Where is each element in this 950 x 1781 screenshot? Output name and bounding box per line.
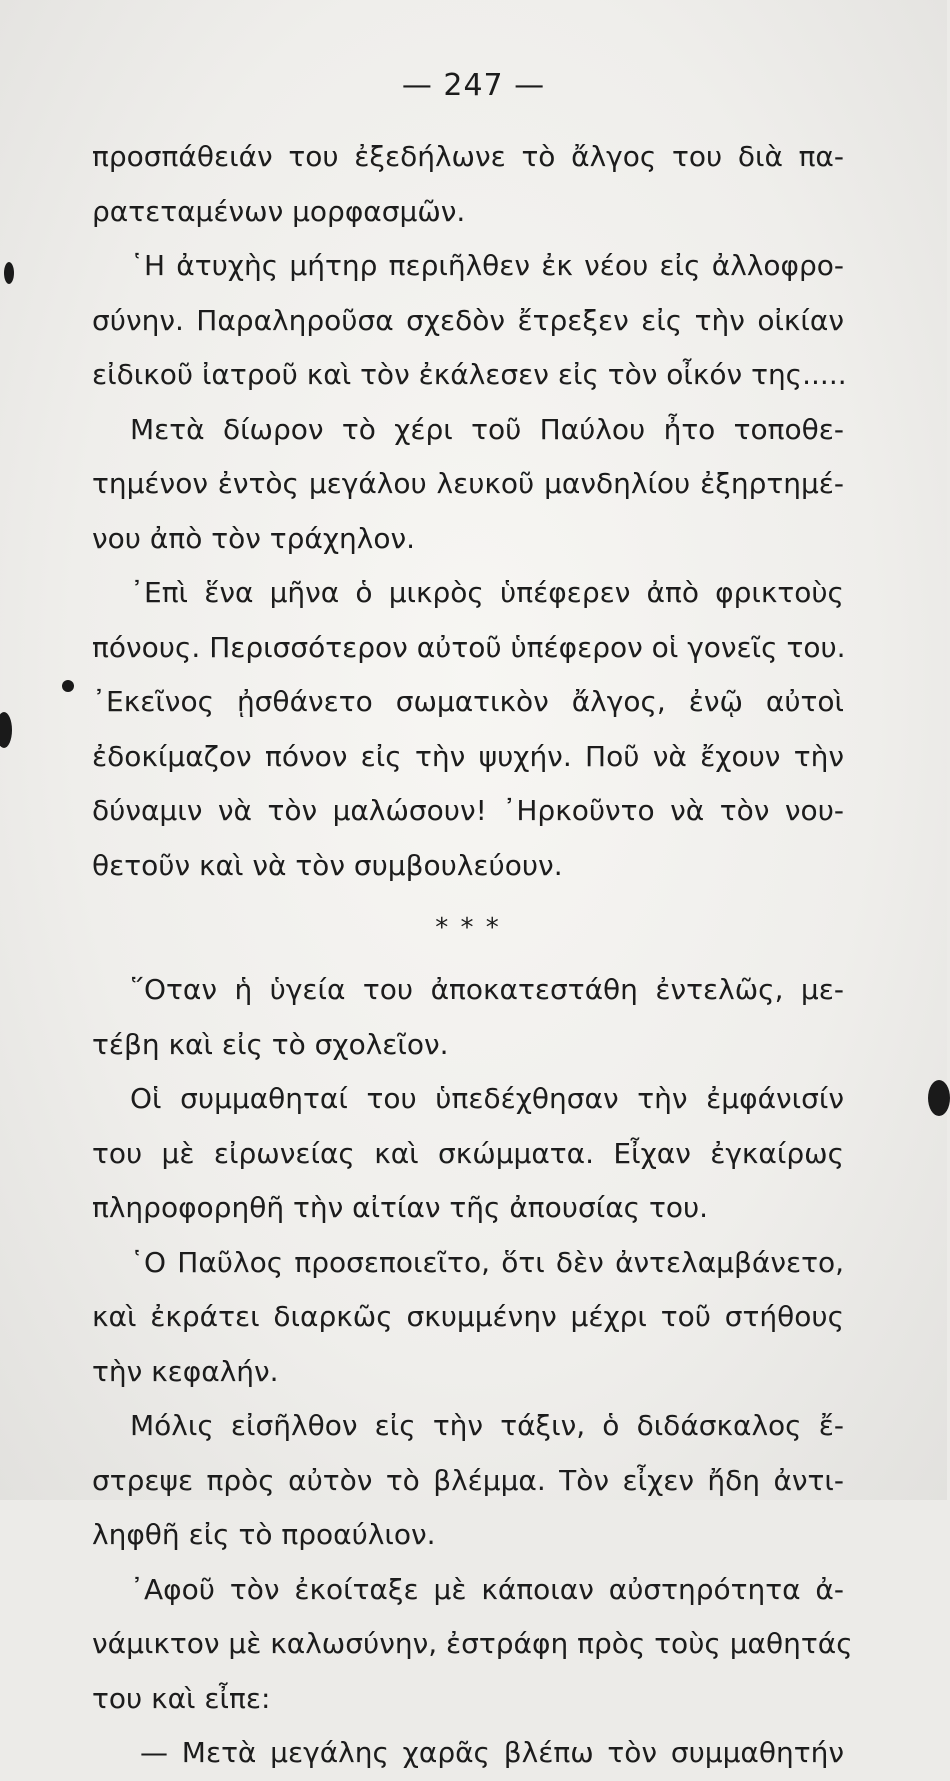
text-line: νάμικτον μὲ καλωσύνην, ἐστράφη πρὸς τοὺς μαθητάς (92, 1627, 853, 1660)
text-line: του καὶ εἶπε: (92, 1681, 271, 1715)
text-line: ᾽Επὶ ἕνα μῆνα ὁ μικρὸς ὑπέφερεν ἀπὸ φρικτοὺς (130, 576, 844, 609)
text-line: στρεψε πρὸς αὐτὸν τὸ βλέμμα. Τὸν εἶχεν ἤδη ἀντι- (92, 1463, 844, 1497)
text-line: θετοῦν καὶ νὰ τὸν συμβουλεύουν. (92, 848, 563, 882)
text-line: Μόλις εἰσῆλθον εἰς τὴν τάξιν, ὁ διδάσκαλος ἔ- (130, 1409, 844, 1442)
text-line: εἰδικοῦ ἰατροῦ καὶ τὸν ἐκάλεσεν εἰς τὸν οἶκόν της..... (92, 358, 847, 391)
text-line: σύνην. Παραληροῦσα σχεδὸν ἔτρεξεν εἰς τὴν οἰκίαν (92, 303, 844, 337)
text-line: πόνους. Περισσότερον αὐτοῦ ὑπέφερον οἱ γονεῖς του. (92, 630, 846, 664)
text-line: δύναμιν νὰ τὸν μαλώσουν! ᾽Ηρκοῦντο νὰ τὸν νου- (92, 794, 844, 827)
ink-spot (0, 712, 12, 748)
text-line: ρατεταμένων μορφασμῶν. (92, 194, 466, 228)
text-line: νου ἀπὸ τὸν τράχηλον. (92, 521, 415, 555)
text-line: πληροφορηθῆ τὴν αἰτίαν τῆς ἀπουσίας του. (92, 1191, 709, 1224)
text-line: προσπάθειάν του ἐξεδήλωνε τὸ ἄλγος του διὰ πα- (92, 140, 844, 173)
text-line: ῾Ο Παῦλος προσεποιεῖτο, ὅτι δὲν ἀντελαμβάνετο, (130, 1245, 844, 1279)
text-line: Μετὰ δίωρον τὸ χέρι τοῦ Παύλου ἦτο τοποθε- (130, 412, 844, 446)
text-line: του μὲ εἰρωνείας καὶ σκώμματα. Εἶχαν ἐγκαίρως (92, 1136, 844, 1170)
text-line: ῾Η ἀτυχὴς μήτηρ περιῆλθεν ἐκ νέου εἰς ἀλλοφρο- (130, 249, 844, 282)
body-text (92, 130, 853, 1781)
text-line: καὶ ἐκράτει διαρκῶς σκυμμένην μέχρι τοῦ στήθους (92, 1300, 844, 1333)
text-line: τημένον ἐντὸς μεγάλου λευκοῦ μανδηλίου ἐξηρτημέ- (92, 467, 844, 500)
text-line: ληφθῆ εἰς τὸ προαύλιον. (92, 1518, 436, 1551)
ink-spot (4, 262, 14, 284)
text-line: τέβη καὶ εἰς τὸ σχολεῖον. (92, 1027, 449, 1061)
text-line: Οἱ συμμαθηταί του ὑπεδέχθησαν τὴν ἐμφάνισίν (130, 1082, 844, 1115)
text-line: τὴν κεφαλήν. (92, 1354, 279, 1388)
page-number: — 247 — (401, 68, 546, 103)
text-line: ἐδοκίμαζον πόνον εἰς τὴν ψυχήν. Ποῦ νὰ ἔχουν τὴν (92, 739, 844, 773)
section-separator: * * * (435, 913, 501, 943)
text-line: ᾽Εκεῖνος ᾐσθάνετο σωματικὸν ἄλγος, ἐνῷ αὐτοὶ (92, 685, 844, 718)
ink-spot (928, 1080, 950, 1116)
text-line: ῞Οταν ἡ ὑγεία του ἀποκατεστάθη ἐντελῶς, με- (130, 973, 844, 1006)
dialogue-line: — Μετὰ μεγάλης χαρᾶς βλέπω τὸν συμμαθητήν (140, 1736, 844, 1769)
ink-spot (62, 680, 74, 692)
text-line: ᾽Αφοῦ τὸν ἐκοίταξε μὲ κάποιαν αὐστηρότητα ἀ- (130, 1572, 844, 1606)
